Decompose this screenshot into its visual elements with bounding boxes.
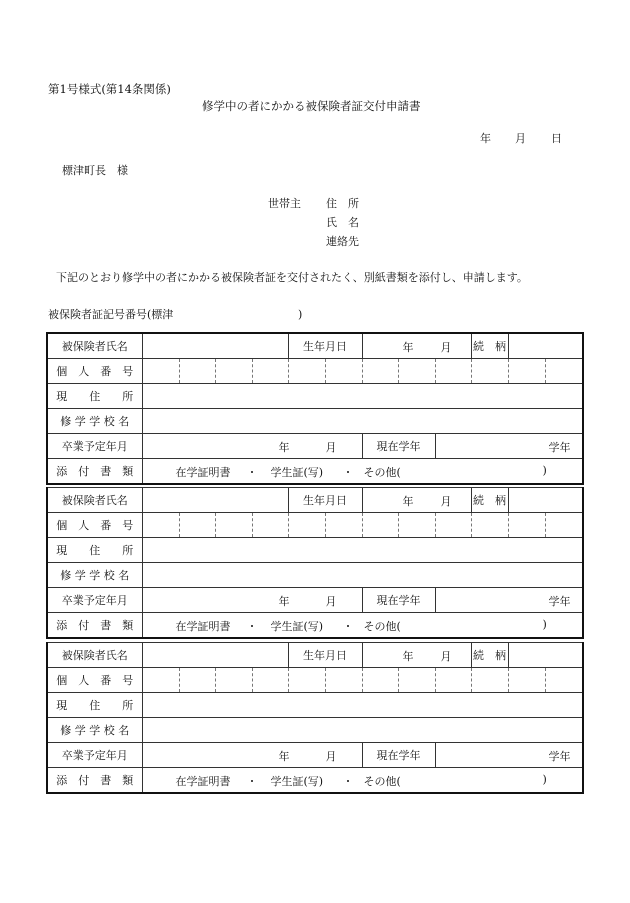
relationship-label: 続 柄	[471, 488, 508, 513]
personal-number-digit[interactable]	[471, 359, 508, 384]
attachments-label: 添 付 書 類	[47, 768, 142, 794]
personal-number-digit[interactable]	[179, 359, 215, 384]
personal-number-digit[interactable]	[362, 359, 398, 384]
personal-number-digit[interactable]	[142, 359, 179, 384]
current-address-field[interactable]	[142, 384, 583, 409]
attach-other-close: )	[542, 618, 547, 631]
personal-number-digit[interactable]	[398, 359, 435, 384]
current-grade-field[interactable]	[435, 743, 583, 768]
personal-number-label: 個 人 番 号	[47, 359, 142, 384]
school-name-label: 修 学 学 校 名	[47, 409, 142, 434]
insurance-cert-number-close: )	[298, 308, 303, 321]
insured-block-3	[46, 642, 584, 794]
date-day-label: 日	[551, 132, 562, 145]
graduation-field[interactable]	[142, 743, 362, 768]
insured-name-field[interactable]	[142, 333, 288, 359]
personal-number-digit[interactable]	[435, 359, 471, 384]
birth-date-field[interactable]	[362, 488, 471, 513]
attachments-field	[142, 459, 583, 485]
insured-name-row	[47, 488, 583, 513]
birth-date-label: 生年月日	[288, 333, 362, 359]
graduation-month-label: 月	[325, 750, 337, 763]
school-name-label: 修 学 学 校 名	[47, 563, 142, 588]
school-name-field[interactable]	[142, 409, 583, 434]
request-statement: 下記のとおり修学中の者にかかる被保険者証を交付されたく、別紙書類を添付し、申請します。	[56, 271, 528, 284]
current-address-field[interactable]	[142, 538, 583, 563]
personal-number-digit[interactable]	[215, 668, 252, 693]
personal-number-digit[interactable]	[252, 359, 288, 384]
personal-number-digit[interactable]	[179, 513, 215, 538]
relationship-field[interactable]	[508, 488, 583, 513]
attach-enrollment-option[interactable]: 在学証明書	[175, 466, 231, 479]
attach-enrollment-option[interactable]: 在学証明書	[175, 775, 231, 788]
attach-other-option[interactable]: その他(	[363, 620, 401, 633]
personal-number-row	[47, 513, 583, 538]
date-year-label: 年	[480, 132, 491, 145]
insured-name-row	[47, 333, 583, 359]
grade-unit-label: 学年	[548, 595, 571, 608]
birth-month-label: 月	[440, 341, 452, 354]
personal-number-digit[interactable]	[435, 668, 471, 693]
relationship-label: 続 柄	[471, 643, 508, 668]
attach-separator: ・	[246, 775, 258, 788]
personal-number-digit[interactable]	[142, 513, 179, 538]
form-number: 第1号様式(第14条関係)	[48, 82, 171, 96]
grade-unit-label: 学年	[548, 750, 571, 763]
current-address-label: 現 住 所	[47, 384, 142, 409]
insured-name-label: 被保険者氏名	[47, 488, 142, 513]
applicant-contact-label: 連絡先	[326, 235, 359, 248]
personal-number-digit[interactable]	[179, 668, 215, 693]
grade-unit-label: 学年	[548, 441, 571, 454]
personal-number-digit[interactable]	[325, 513, 362, 538]
attach-other-option[interactable]: その他(	[363, 466, 401, 479]
current-grade-label: 現在学年	[362, 434, 435, 459]
graduation-month-label: 月	[325, 595, 337, 608]
attach-other-option[interactable]: その他(	[363, 775, 401, 788]
personal-number-digit[interactable]	[362, 668, 398, 693]
attachments-row	[47, 768, 583, 794]
current-address-label: 現 住 所	[47, 538, 142, 563]
current-grade-field[interactable]	[435, 434, 583, 459]
personal-number-digit[interactable]	[545, 668, 583, 693]
date-month-label: 月	[515, 132, 526, 145]
attachments-field	[142, 768, 583, 794]
attach-separator: ・	[246, 620, 258, 633]
birth-year-label: 年	[402, 650, 414, 663]
document-title: 修学中の者にかかる被保険者証交付申請書	[202, 99, 421, 113]
current-grade-label: 現在学年	[362, 588, 435, 613]
personal-number-digit[interactable]	[215, 359, 252, 384]
attach-separator: ・	[342, 620, 354, 633]
attach-separator: ・	[342, 466, 354, 479]
personal-number-row	[47, 359, 583, 384]
insured-name-row	[47, 643, 583, 668]
birth-year-label: 年	[402, 495, 414, 508]
attach-other-close: )	[542, 773, 547, 786]
insurance-cert-number-label: 被保険者証記号番号(標津	[48, 308, 174, 321]
personal-number-digit[interactable]	[325, 668, 362, 693]
personal-number-digit[interactable]	[288, 668, 325, 693]
graduation-field[interactable]	[142, 434, 362, 459]
birth-date-field[interactable]	[362, 643, 471, 668]
graduation-row	[47, 588, 583, 613]
current-grade-label: 現在学年	[362, 743, 435, 768]
personal-number-digit[interactable]	[252, 668, 288, 693]
graduation-row	[47, 743, 583, 768]
personal-number-digit[interactable]	[508, 359, 545, 384]
attachments-label: 添 付 書 類	[47, 613, 142, 639]
school-name-field[interactable]	[142, 718, 583, 743]
personal-number-digit[interactable]	[545, 513, 583, 538]
applicant-name-label: 氏 名	[326, 216, 359, 229]
school-name-row	[47, 409, 583, 434]
personal-number-label: 個 人 番 号	[47, 668, 142, 693]
school-name-row	[47, 563, 583, 588]
graduation-year-label: 年	[278, 595, 290, 608]
graduation-year-label: 年	[278, 750, 290, 763]
attach-enrollment-option[interactable]: 在学証明書	[175, 620, 231, 633]
attach-student-id-option[interactable]: 学生証(写)	[270, 775, 324, 788]
school-name-field[interactable]	[142, 563, 583, 588]
personal-number-digit[interactable]	[471, 668, 508, 693]
attach-other-close: )	[542, 464, 547, 477]
current-address-row	[47, 538, 583, 563]
personal-number-digit[interactable]	[252, 513, 288, 538]
attachments-row	[47, 459, 583, 485]
personal-number-digit[interactable]	[288, 359, 325, 384]
graduation-row	[47, 434, 583, 459]
personal-number-digit[interactable]	[435, 513, 471, 538]
current-grade-field[interactable]	[435, 588, 583, 613]
birth-date-field[interactable]	[362, 333, 471, 359]
graduation-label: 卒業予定年月	[47, 434, 142, 459]
current-address-label: 現 住 所	[47, 693, 142, 718]
insured-block-1	[46, 332, 584, 485]
school-name-row	[47, 718, 583, 743]
personal-number-row	[47, 668, 583, 693]
current-address-field[interactable]	[142, 693, 583, 718]
birth-year-label: 年	[402, 341, 414, 354]
graduation-field[interactable]	[142, 588, 362, 613]
graduation-label: 卒業予定年月	[47, 743, 142, 768]
personal-number-digit[interactable]	[398, 513, 435, 538]
graduation-label: 卒業予定年月	[47, 588, 142, 613]
insured-block-2	[46, 487, 584, 639]
school-name-label: 修 学 学 校 名	[47, 718, 142, 743]
birth-month-label: 月	[440, 650, 452, 663]
personal-number-label: 個 人 番 号	[47, 513, 142, 538]
personal-number-digit[interactable]	[288, 513, 325, 538]
relationship-field[interactable]	[508, 643, 583, 668]
relationship-label: 続 柄	[471, 333, 508, 359]
personal-number-digit[interactable]	[362, 513, 398, 538]
birth-date-label: 生年月日	[288, 643, 362, 668]
insured-name-field[interactable]	[142, 488, 288, 513]
attach-separator: ・	[246, 466, 258, 479]
personal-number-digit[interactable]	[471, 513, 508, 538]
attach-student-id-option[interactable]: 学生証(写)	[270, 620, 324, 633]
householder-label: 世帯主	[268, 197, 301, 210]
attachments-label: 添 付 書 類	[47, 459, 142, 485]
personal-number-digit[interactable]	[215, 513, 252, 538]
relationship-field[interactable]	[508, 333, 583, 359]
current-address-row	[47, 693, 583, 718]
current-address-row	[47, 384, 583, 409]
personal-number-digit[interactable]	[545, 359, 583, 384]
insured-name-label: 被保険者氏名	[47, 643, 142, 668]
personal-number-digit[interactable]	[325, 359, 362, 384]
attachments-field	[142, 613, 583, 639]
birth-date-label: 生年月日	[288, 488, 362, 513]
insured-name-label: 被保険者氏名	[47, 333, 142, 359]
attachments-row	[47, 613, 583, 639]
addressee: 標津町長 様	[62, 164, 128, 177]
applicant-address-label: 住 所	[326, 197, 359, 210]
insured-name-field[interactable]	[142, 643, 288, 668]
birth-month-label: 月	[440, 495, 452, 508]
graduation-month-label: 月	[325, 441, 337, 454]
graduation-year-label: 年	[278, 441, 290, 454]
attach-separator: ・	[342, 775, 354, 788]
personal-number-digit[interactable]	[508, 513, 545, 538]
personal-number-digit[interactable]	[508, 668, 545, 693]
personal-number-digit[interactable]	[142, 668, 179, 693]
personal-number-digit[interactable]	[398, 668, 435, 693]
attach-student-id-option[interactable]: 学生証(写)	[270, 466, 324, 479]
